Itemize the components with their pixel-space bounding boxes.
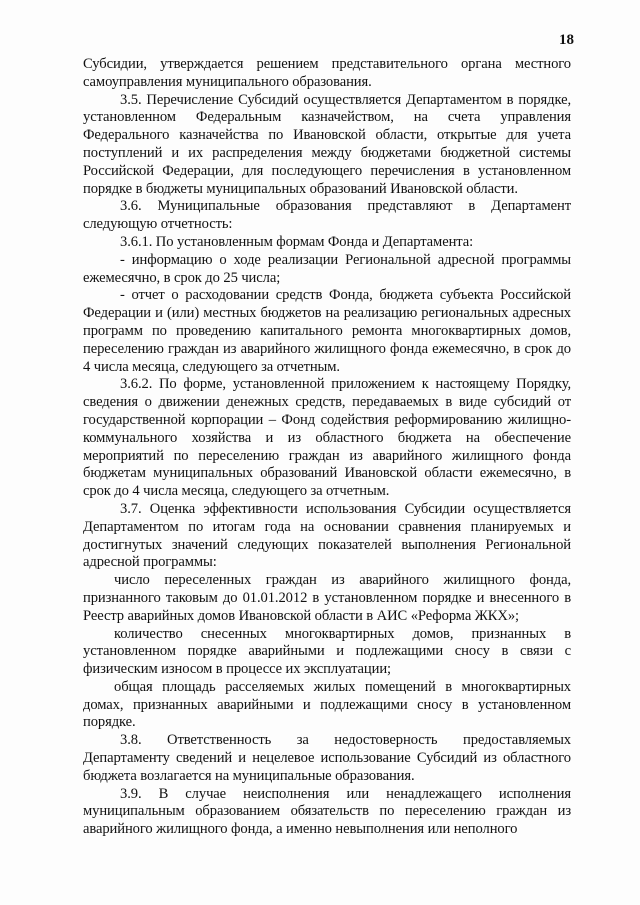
paragraph-3-6: 3.6. Муниципальные образования представляют в Департамент следующую отчетность:	[83, 198, 571, 233]
indicator-demolished-houses: количество снесенных многоквартирных домов, признанных в установленном порядке аварийными и подлежащими сносу в связи с физическим износом в процессе их эксплуатации;	[83, 625, 571, 678]
indicator-resettled-citizens: число переселенных граждан из аварийного жилищного фонда, признанного таковым до 01.01.2012 в установленном порядке и внесенного в Реестр аварийных домов Ивановской области в АИС «Реформа ЖКХ»;	[83, 572, 571, 624]
paragraph-3-6-2: 3.6.2. По форме, установленной приложением к настоящему Порядку, сведения о движении денежных средств, передаваемых в виде субсидий от государственной корпорации – Фонд содействия реформированию жилищно-коммунального хозяйства и из областного бюджета на обеспечение мероприятий по переселению граждан из аварийного жилищного фонда бюджетам муниципальных образований Ивановской области ежемесячно, в срок до 4 числа месяца, следующего за отчетным.	[83, 376, 571, 500]
paragraph-3-8: 3.8. Ответственность за недостоверность предоставляемых Департаменту сведений и нецелевое использование Субсидий из областного бюджета возлагается на муниципальные образования.	[83, 732, 571, 784]
page-number: 18	[559, 32, 574, 48]
paragraph-continuation: Субсидии, утверждается решением представительного органа местного самоуправления муниципального образования.	[83, 56, 571, 90]
list-item-expense-report: - отчет о расходовании средств Фонда, бюджета субъекта Российской Федерации и (или) местных бюджетов на реализацию региональных адресных программ по проведению капитального ремонта многоквартирных домов, переселению граждан из аварийного жилищного фонда ежемесячно, в срок до 4 числа месяца, следующего за отчетным.	[83, 287, 571, 375]
paragraph-3-7: 3.7. Оценка эффективности использования Субсидии осуществляется Департаментом по итогам года на основании сравнения планируемых и достигнутых значений следующих показателей выполнения Региональной адресной программы:	[83, 500, 571, 571]
paragraph-3-5: 3.5. Перечисление Субсидий осуществляется Департаментом в порядке, установленном Федеральным казначейством, на счета управления Федерального казначейства по Ивановской области, открытые для учета поступлений и их распределения между бюджетами бюджетной системы Российской Федерации, для последующего перечисления в установленном порядке в бюджеты муниципальных образований Ивановской области.	[83, 91, 571, 197]
document-body	[83, 56, 571, 839]
paragraph-3-6-1: 3.6.1. По установленным формам Фонда и Департамента:	[120, 233, 474, 250]
paragraph-3-9: 3.9. В случае неисполнения или ненадлежащего исполнения муниципальным образованием обязательств по переселению граждан из аварийного жилищного фонда, а именно невыполнения или неполного	[83, 785, 571, 838]
indicator-total-area: общая площадь расселяемых жилых помещений в многоквартирных домах, признанных аварийными и подлежащими сносу в установленном порядке.	[83, 678, 571, 731]
list-item-program-info: - информацию о ходе реализации Региональной адресной программы ежемесячно, в срок до 25 числа;	[83, 251, 571, 286]
